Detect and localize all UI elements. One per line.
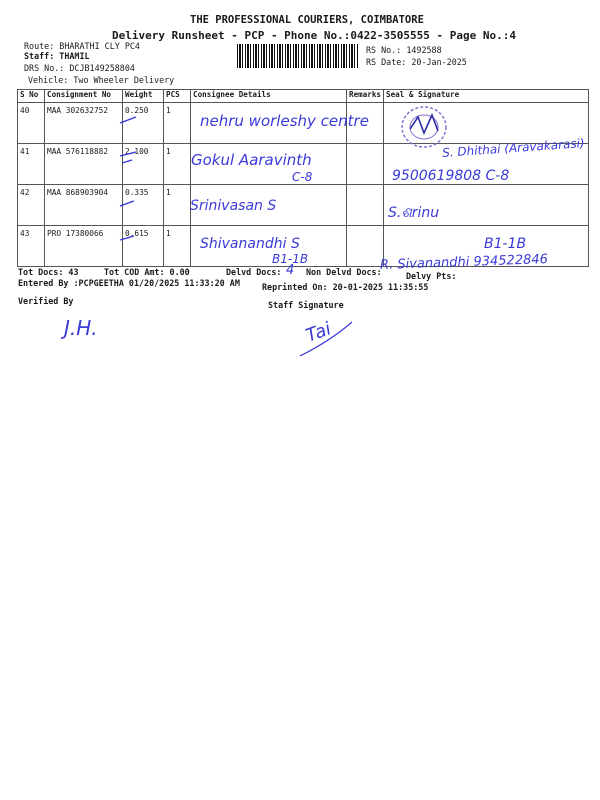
tick-mark-icon xyxy=(118,198,138,208)
delvd-docs: Delvd Docs: xyxy=(226,267,282,277)
non-delvd-docs: Non Delvd Docs: xyxy=(306,267,382,277)
weight-cell: 2.100 xyxy=(123,144,164,185)
rs-date-label: RS Date: 20-Jan-2025 xyxy=(366,57,467,67)
pcs-cell: 1 xyxy=(164,144,191,185)
handwritten-consignee: Srinivasan S xyxy=(190,198,277,214)
pcs-cell: 1 xyxy=(164,185,191,226)
handwritten-signature: S.ଶrinu xyxy=(388,205,440,221)
sno-cell: 43 xyxy=(18,226,45,267)
handwritten-consignee-code: C-8 xyxy=(292,170,313,184)
rs-no-label: RS No.: 1492588 xyxy=(366,45,442,55)
reprinted-on: Reprinted On: 20-01-2025 11:35:55 xyxy=(262,282,429,292)
verified-by-label: Verified By xyxy=(18,296,74,306)
staff-signature-label: Staff Signature xyxy=(268,300,344,310)
col-header: Consignment No xyxy=(45,90,123,103)
tot-docs: Tot Docs: 43 xyxy=(18,267,79,277)
sno-cell: 42 xyxy=(18,185,45,226)
handwritten-delvd-count: 4 xyxy=(286,263,295,278)
remarks-cell xyxy=(347,185,384,226)
remarks-cell xyxy=(347,226,384,267)
signature-underline-icon xyxy=(296,318,356,360)
table-header-row xyxy=(18,90,589,103)
pcs-cell: 1 xyxy=(164,226,191,267)
consignment-cell: MAA 868903904 xyxy=(45,185,123,226)
weight-cell: 0.250 xyxy=(123,103,164,144)
handwritten-consignee-code: B1-1B xyxy=(272,252,309,266)
handwritten-phone: 9500619808 C-8 xyxy=(392,168,510,184)
tot-cod-amt: Tot COD Amt: 0.00 xyxy=(104,267,190,277)
handwritten-signature: R. Sivanandhi 934522846 xyxy=(379,252,549,273)
delvy-pts: Delvy Pts: xyxy=(406,271,457,281)
staff-signature: Tai xyxy=(303,318,334,347)
staff-label: Staff: THAMIL xyxy=(24,51,90,61)
col-header: S No xyxy=(18,90,45,103)
remarks-cell xyxy=(347,144,384,185)
col-header: Consignee Details xyxy=(191,90,347,103)
entered-by: Entered By :PCPGEETHA 01/20/2025 11:33:20 AM xyxy=(18,278,240,288)
consignment-cell: MAA 576118882 xyxy=(45,144,123,185)
pcs-cell: 1 xyxy=(164,103,191,144)
weight-cell: 0.615 xyxy=(123,226,164,267)
col-header: PCS xyxy=(164,90,191,103)
sno-cell: 40 xyxy=(18,103,45,144)
weight-cell: 0.335 xyxy=(123,185,164,226)
col-header: Seal & Signature xyxy=(384,90,589,103)
consignment-cell: MAA 302632752 xyxy=(45,103,123,144)
tick-mark-icon xyxy=(118,150,138,166)
table-row xyxy=(18,185,589,226)
company-title: THE PROFESSIONAL COURIERS, COIMBATORE xyxy=(190,14,424,26)
tick-mark-icon xyxy=(118,232,138,242)
route-label: Route: BHARATHI CLY PC4 xyxy=(24,41,140,51)
handwritten-consignee: nehru worleshy centre xyxy=(200,112,369,130)
sno-cell: 41 xyxy=(18,144,45,185)
handwritten-consignee: Gokul Aaravinth xyxy=(191,151,312,169)
barcode xyxy=(237,44,359,68)
seal-stamp-icon xyxy=(398,103,450,151)
handwritten-signature: S. Dhithai (Aravakarasi) xyxy=(441,136,586,160)
vehicle-label: Vehicle: Two Wheeler Delivery xyxy=(28,75,175,85)
handwritten-consignee: Shivanandhi S xyxy=(200,236,300,252)
col-header: Weight xyxy=(123,90,164,103)
drs-label: DRS No.: DCJB149258804 xyxy=(24,63,135,73)
handwritten-signature-code: B1-1B xyxy=(484,236,527,252)
tick-mark-icon xyxy=(118,115,138,125)
runsheet-subtitle: Delivery Runsheet - PCP - Phone No.:0422-3505555 - Page No.:4 xyxy=(112,29,516,42)
consignment-cell: PRO 17380066 xyxy=(45,226,123,267)
verified-signature: J.H. xyxy=(64,316,98,340)
col-header: Remarks xyxy=(347,90,384,103)
